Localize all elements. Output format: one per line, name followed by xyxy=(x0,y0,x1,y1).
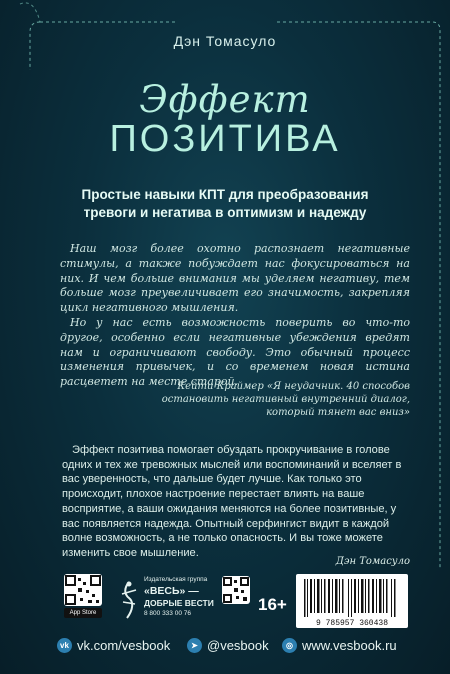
endorsement-quote xyxy=(60,242,410,390)
subtitle-line-2: тревоги и негатива в оптимизм и надежду xyxy=(83,205,367,220)
quote-attribution xyxy=(150,380,410,419)
website-link[interactable] xyxy=(282,634,397,656)
vk-icon: vk xyxy=(57,638,72,653)
attribution-line: который тянет вас вниз» xyxy=(266,407,410,418)
publisher-subtitle: ДОБРЫЕ ВЕСТИ xyxy=(144,598,214,608)
book-description xyxy=(62,443,412,561)
quote-paragraph: Но у нас есть возможность поверить во что-то другое, особенно если негативные убеждения вредят нам и ограничивают свободу. Это обычный процесс изменения привычек, и со временем новая истина расцветет на месте старой. xyxy=(60,315,410,389)
isbn-digits: 9 785957 360438 xyxy=(315,619,389,628)
description-signature: Дэн Томасуло xyxy=(335,556,410,567)
globe-icon: ◎ xyxy=(282,638,297,653)
telegram-link-text: @vesbook xyxy=(207,637,269,653)
website-link-text: www.vesbook.ru xyxy=(302,637,397,653)
publisher-logo-icon xyxy=(118,580,140,620)
age-rating: 16+ xyxy=(258,595,287,614)
attribution-line: Кейти Краймер «Я неудачник. 40 способов xyxy=(177,381,410,392)
description-paragraph: Эффект позитива помогает обуздать прокручивание в голове одних и тех же тревожных мыслей или воспоминаний и вселяет в вас уверенность, что дальше будет лучше. Как только это происходит, плохое настроение перестает влиять на ваше восприятие, а ваши ожидания меняются на более позитивные, у вас появляется надежда. Опытный серфингист видит в каждой волне возможность, а не только опасность. И вы тоже можете изменить свое мышление. xyxy=(62,444,402,559)
quote-paragraph: Наш мозг более охотно распознает негативные стимулы, а также побуждает нас фокусироваться на них. И чем больше внимания мы уделяем негативу, тем больше мозг преувеличивает его значимость, закрепляя цикл негативного мышления. xyxy=(60,242,410,315)
telegram-icon: ➤ xyxy=(187,638,202,653)
social-links-bar xyxy=(0,634,450,656)
attribution-line: остановить негативный внутренний диалог, xyxy=(161,394,410,405)
title-caps-word: ПОЗИТИВА xyxy=(109,118,341,160)
app-store-badge[interactable]: App Store xyxy=(64,608,102,618)
publisher-phone: 8 800 333 00 76 xyxy=(144,610,191,617)
subtitle xyxy=(40,186,410,222)
qr-code-left[interactable] xyxy=(64,574,102,606)
publisher-block xyxy=(118,574,214,626)
qr-code-right[interactable] xyxy=(222,576,250,604)
author-name: Дэн Томасуло xyxy=(173,33,277,49)
publisher-caption: Издательская группа xyxy=(144,576,208,583)
title-script-word: Эффект xyxy=(139,78,311,121)
publisher-name: «ВЕСЬ» — xyxy=(144,585,199,597)
vk-link[interactable] xyxy=(57,634,170,656)
isbn-barcode xyxy=(296,574,408,628)
subtitle-line-1: Простые навыки КПТ для преобразования xyxy=(81,187,369,202)
telegram-link[interactable] xyxy=(187,634,269,656)
vk-link-text: vk.com/vesbook xyxy=(77,637,171,653)
